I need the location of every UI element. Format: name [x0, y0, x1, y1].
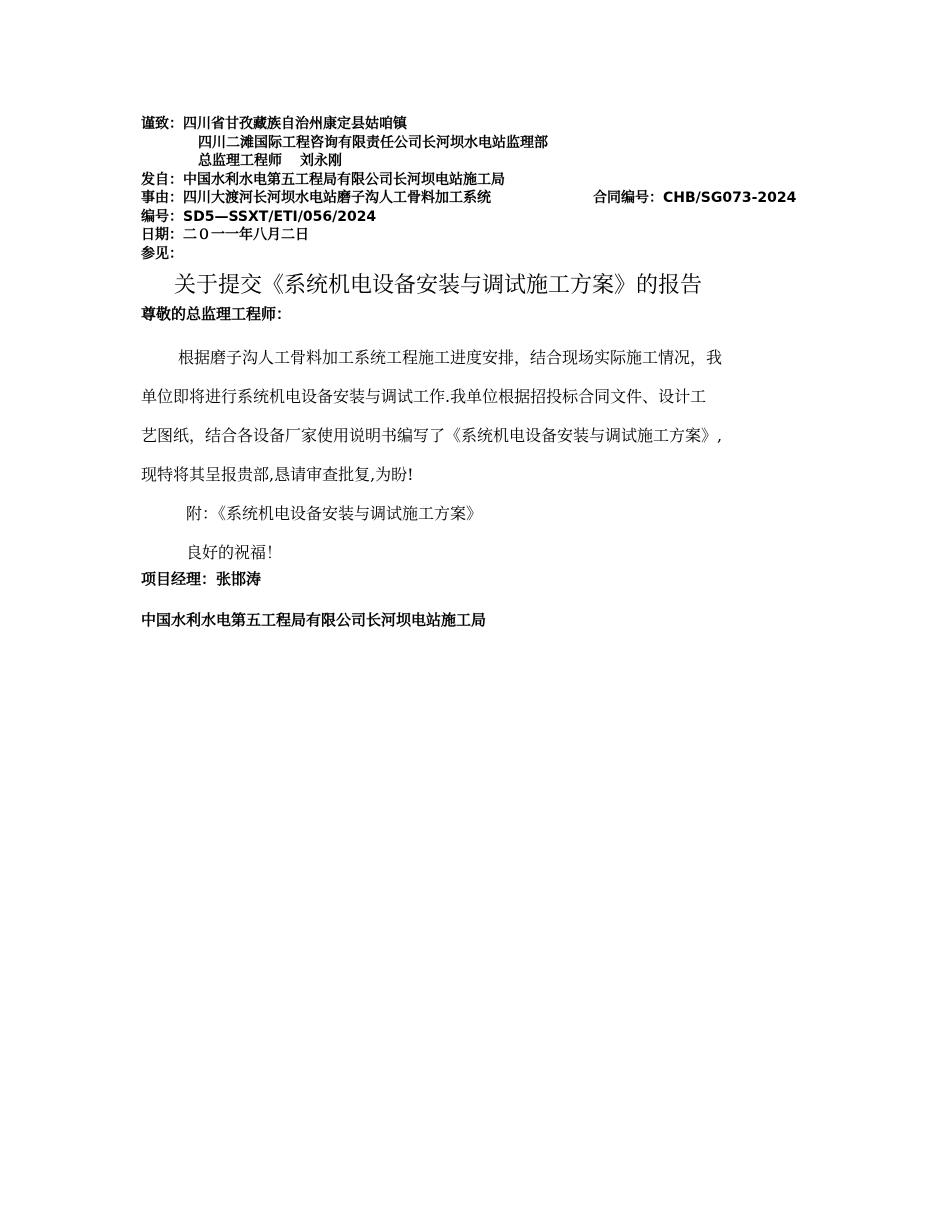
salutation: 尊敬的总监理工程师：	[141, 305, 292, 323]
subject-label: 事由：	[141, 190, 183, 206]
project-manager: 项目经理：张邯涛	[141, 570, 262, 588]
document-title: 关于提交《系统机电设备安装与调试施工方案》的报告	[174, 273, 703, 298]
contract-number	[593, 189, 796, 207]
subject-value: 四川大渡河长河坝水电站磨子沟人工骨料加工系统	[183, 190, 491, 206]
to-label: 谨致：	[141, 116, 183, 132]
date-label: 日期：	[141, 227, 183, 243]
recipient-org: 四川二滩国际工程咨询有限责任公司长河坝水电站监理部	[198, 135, 548, 151]
body-paragraph-line: 单位即将进行系统机电设备安装与调试工作.我单位根据招投标合同文件、设计工	[141, 387, 707, 406]
from-label: 发自：	[141, 172, 183, 188]
attachment-line: 附：《系统机电设备安装与调试施工方案》	[186, 504, 483, 523]
subject-line	[141, 189, 491, 207]
recipient-person	[198, 152, 342, 170]
date-line	[141, 226, 309, 244]
closing-line: 良好的祝福！	[186, 543, 283, 562]
body-paragraph-line: 艺图纸，结合各设备厂家使用说明书编写了《系统机电设备安装与调试施工方案》,	[141, 426, 723, 445]
body-paragraph-line: 现特将其呈报贵部,恳请审查批复,为盼!	[141, 465, 414, 484]
to-place: 四川省甘孜藏族自治州康定县姑咱镇	[183, 116, 407, 132]
recipient-role: 总监理工程师	[198, 153, 282, 169]
number-label: 编号：	[141, 209, 183, 225]
date-value: 二０一一年八月二日	[183, 227, 309, 243]
recipient-line	[141, 115, 407, 133]
contract-label: 合同编号：	[593, 190, 663, 206]
reference-line	[141, 245, 183, 263]
signature-organization: 中国水利水电第五工程局有限公司长河坝电站施工局	[141, 611, 487, 629]
number-value: SD5—SSXT/ETI/056/2024	[183, 209, 377, 225]
ref-label: 参见：	[141, 246, 183, 262]
contract-value: CHB/SG073-2024	[663, 190, 797, 206]
recipient-name: 刘永刚	[300, 153, 342, 169]
sender-line	[141, 171, 505, 189]
body-paragraph-line: 根据磨子沟人工骨料加工系统工程施工进度安排，结合现场实际施工情况，我	[178, 348, 723, 367]
from-value: 中国水利水电第五工程局有限公司长河坝电站施工局	[183, 172, 505, 188]
number-line	[141, 208, 376, 226]
